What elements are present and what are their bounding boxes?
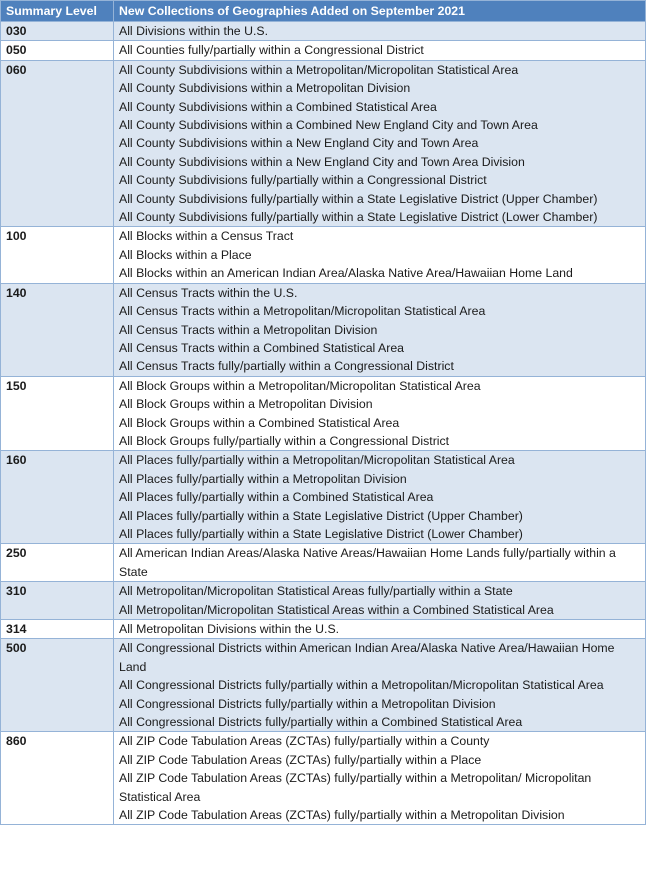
collections-cell xyxy=(114,41,646,60)
collection-item: All County Subdivisions within a Metropolitan/Micropolitan Statistical Area xyxy=(119,62,519,77)
collection-item: All Metropolitan Divisions within the U.S. xyxy=(119,622,340,636)
collection-item: All Blocks within a Census Tract xyxy=(119,229,294,244)
summary-level-cell: 314 xyxy=(1,620,114,639)
table-row xyxy=(1,639,646,732)
table-row xyxy=(1,227,646,283)
collection-item: All County Subdivisions fully/partially within a State Legislative District (Lower Chamber) xyxy=(119,210,598,225)
collections-cell xyxy=(114,620,646,639)
collection-item: All ZIP Code Tabulation Areas (ZCTAs) fully/partially within a Place xyxy=(119,752,482,767)
collection-item: All Congressional Districts fully/partially within a Metropolitan/Micropolitan Statistical Area xyxy=(119,678,604,693)
table-row xyxy=(1,60,646,227)
collection-item: All Block Groups within a Combined Statistical Area xyxy=(119,415,400,430)
summary-level-cell: 030 xyxy=(1,22,114,41)
table-row xyxy=(1,732,646,825)
header-collections: New Collections of Geographies Added on September 2021 xyxy=(114,1,646,22)
collection-item: All County Subdivisions fully/partially within a Congressional District xyxy=(119,173,487,188)
collection-item: All Places fully/partially within a State Legislative District (Lower Chamber) xyxy=(119,526,523,541)
collections-cell xyxy=(114,376,646,451)
summary-level-cell: 160 xyxy=(1,451,114,544)
collection-item: All County Subdivisions within a Combined Statistical Area xyxy=(119,99,437,114)
collection-item: All Congressional Districts fully/partially within a Metropolitan Division xyxy=(119,696,496,711)
collection-item: All Block Groups fully/partially within a Congressional District xyxy=(119,433,450,448)
summary-level-cell: 150 xyxy=(1,376,114,451)
collection-item: All Places fully/partially within a Metropolitan/Micropolitan Statistical Area xyxy=(119,453,515,468)
summary-level-cell: 050 xyxy=(1,41,114,60)
header-summary-level: Summary Level xyxy=(1,1,114,22)
summary-level-cell: 100 xyxy=(1,227,114,283)
collection-item: All Blocks within a Place xyxy=(119,247,252,262)
collection-item: All Congressional Districts within American Indian Area/Alaska Native Area/Hawaiian Home Land xyxy=(119,641,615,674)
collection-item: All Census Tracts within a Combined Statistical Area xyxy=(119,340,405,355)
summary-level-cell: 860 xyxy=(1,732,114,825)
table-row xyxy=(1,582,646,620)
table-row xyxy=(1,376,646,451)
collection-item: All County Subdivisions within a New England City and Town Area Division xyxy=(119,154,525,169)
summary-level-cell: 310 xyxy=(1,582,114,620)
table-header xyxy=(1,1,646,22)
collection-item: All Divisions within the U.S. xyxy=(119,24,268,38)
collection-item: All Block Groups within a Metropolitan/Micropolitan Statistical Area xyxy=(119,378,481,393)
collections-cell xyxy=(114,227,646,283)
summary-level-cell: 500 xyxy=(1,639,114,732)
collections-cell xyxy=(114,544,646,582)
collection-item: All American Indian Areas/Alaska Native Areas/Hawaiian Home Lands fully/partially within a State xyxy=(119,546,616,579)
collections-cell xyxy=(114,451,646,544)
collections-cell xyxy=(114,22,646,41)
table-row xyxy=(1,41,646,60)
collection-item: All Counties fully/partially within a Congressional District xyxy=(119,43,424,58)
collection-item: All County Subdivisions within a New England City and Town Area xyxy=(119,136,479,151)
collection-item: All Block Groups within a Metropolitan Division xyxy=(119,397,373,412)
collection-item: All Census Tracts within a Metropolitan Division xyxy=(119,322,378,337)
collection-item: All County Subdivisions within a Combined New England City and Town Area xyxy=(119,118,538,133)
collections-cell xyxy=(114,582,646,620)
summary-level-cell: 250 xyxy=(1,544,114,582)
collection-item: All Blocks within an American Indian Area/Alaska Native Area/Hawaiian Home Land xyxy=(119,266,573,281)
collection-item: All Places fully/partially within a Metropolitan Division xyxy=(119,471,407,486)
collection-item: All ZIP Code Tabulation Areas (ZCTAs) fully/partially within a County xyxy=(119,734,490,749)
collection-item: All ZIP Code Tabulation Areas (ZCTAs) fully/partially within a Metropolitan/ Micropolitan Statistical Area xyxy=(119,771,592,804)
summary-level-cell: 140 xyxy=(1,283,114,376)
collection-item: All Census Tracts fully/partially within a Congressional District xyxy=(119,359,454,374)
table-row xyxy=(1,451,646,544)
collections-cell xyxy=(114,639,646,732)
table-row xyxy=(1,22,646,41)
table-body xyxy=(1,22,646,825)
collection-item: All Metropolitan/Micropolitan Statistical Areas within a Combined Statistical Area xyxy=(119,602,554,617)
collection-item: All Places fully/partially within a Combined Statistical Area xyxy=(119,490,434,505)
table-row xyxy=(1,283,646,376)
collections-cell xyxy=(114,60,646,227)
collection-item: All County Subdivisions fully/partially within a State Legislative District (Upper Chamber) xyxy=(119,191,598,206)
table-row xyxy=(1,620,646,639)
collections-cell xyxy=(114,732,646,825)
collections-cell xyxy=(114,283,646,376)
table-row xyxy=(1,544,646,582)
header-row xyxy=(1,1,646,22)
collection-item: All Census Tracts within a Metropolitan/Micropolitan Statistical Area xyxy=(119,304,486,319)
collection-item: All Metropolitan/Micropolitan Statistical Areas fully/partially within a State xyxy=(119,584,513,599)
summary-level-cell: 060 xyxy=(1,60,114,227)
collection-item: All Congressional Districts fully/partially within a Combined Statistical Area xyxy=(119,715,523,730)
collection-item: All Census Tracts within the U.S. xyxy=(119,285,298,300)
collection-item: All County Subdivisions within a Metropolitan Division xyxy=(119,81,411,96)
collection-item: All ZIP Code Tabulation Areas (ZCTAs) fully/partially within a Metropolitan Division xyxy=(119,808,565,823)
collection-item: All Places fully/partially within a State Legislative District (Upper Chamber) xyxy=(119,508,523,523)
